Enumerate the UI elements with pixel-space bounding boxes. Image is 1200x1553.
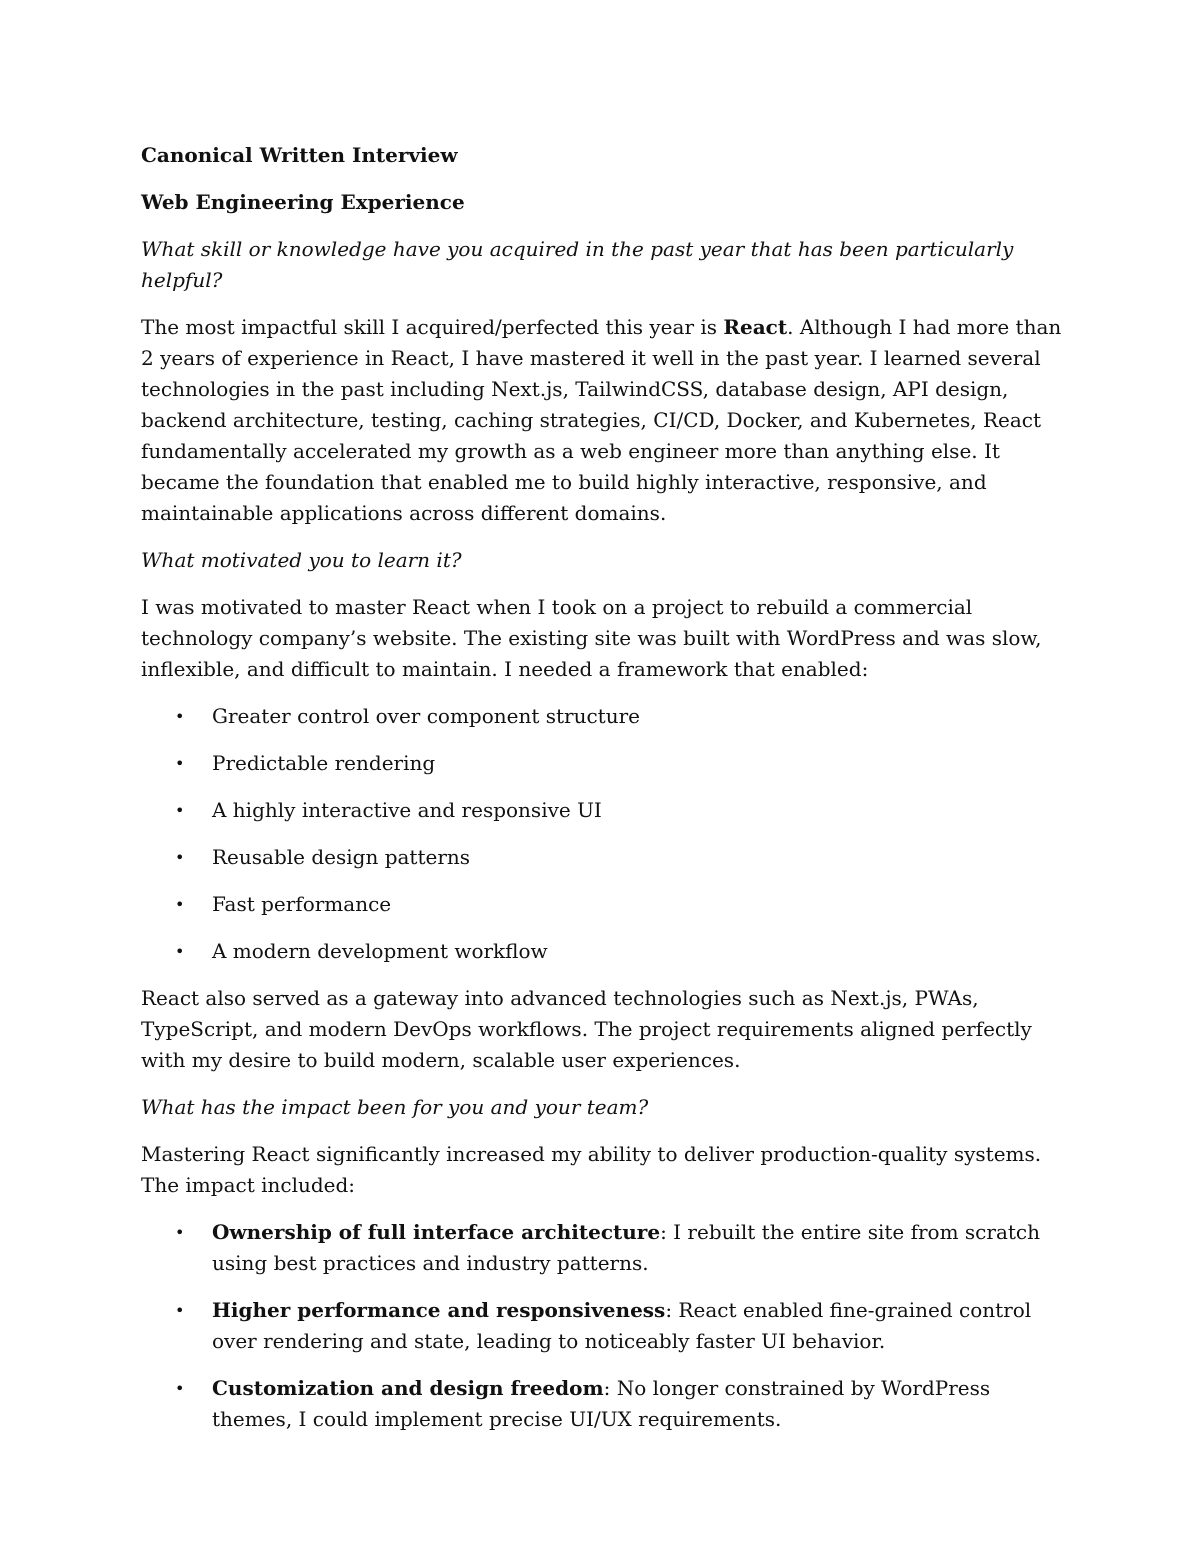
- list-item: [141, 795, 1066, 826]
- bullet-icon: •: [175, 707, 185, 726]
- list-item: [141, 842, 1066, 873]
- answer-2-closing: React also served as a gateway into advanced technologies such as Next.js, PWAs, TypeScript, and modern DevOps workflows. The project requirements aligned perfectly with my desire to build modern, scalable user experiences.: [141, 986, 1032, 1072]
- answer-1-rest: . Although I had more than 2 years of experience in React, I have mastered it well in the past year. I learned several technologies in the past including Next.js, TailwindCSS, database design, API design, backend architecture, testing, caching strategies, CI/CD, Docker, and Kubernetes, React fundamentally accelerated my growth as a web engineer more than anything else. It became the foundation that enabled me to build highly interactive, responsive, and maintainable applications across different domains.: [141, 315, 1062, 525]
- impact-item-text: : I rebuilt the entire site from scratch using best practices and industry patterns.: [212, 1220, 1040, 1275]
- answer-1-keyword: React: [723, 315, 788, 339]
- impact-list: [141, 1217, 1066, 1435]
- answer-1: [141, 312, 1066, 529]
- document-title: Canonical Written Interview: [141, 143, 458, 167]
- list-item: [141, 1373, 1066, 1435]
- list-item-text: Reusable design patterns: [212, 845, 471, 869]
- bullet-icon: •: [175, 895, 185, 914]
- list-item: [141, 748, 1066, 779]
- list-item-text: Greater control over component structure: [212, 704, 640, 728]
- list-item-text: A highly interactive and responsive UI: [212, 798, 602, 822]
- answer-1-intro: The most impactful skill I acquired/perfected this year is: [141, 315, 724, 339]
- bullet-icon: •: [175, 1223, 185, 1242]
- impact-item-text: : React enabled fine-grained control over rendering and state, leading to noticeably faster UI behavior.: [212, 1298, 1032, 1353]
- bullet-icon: •: [175, 848, 185, 867]
- answer-3: Mastering React significantly increased my ability to deliver production-quality systems. The impact included:: [141, 1142, 1042, 1197]
- list-item-text: A modern development workflow: [212, 939, 548, 963]
- list-item-text: Predictable rendering: [212, 751, 436, 775]
- list-item-text: Fast performance: [212, 892, 392, 916]
- impact-item-heading: Ownership of full interface architecture: [212, 1220, 661, 1244]
- question-2: What motivated you to learn it?: [141, 548, 462, 572]
- list-item: [141, 701, 1066, 732]
- list-item: [141, 1295, 1066, 1357]
- bullet-icon: •: [175, 1379, 185, 1398]
- bullet-icon: •: [175, 1301, 185, 1320]
- question-3: What has the impact been for you and your team?: [141, 1095, 649, 1119]
- list-item: [141, 936, 1066, 967]
- list-item: [141, 889, 1066, 920]
- impact-item-text: : No longer constrained by WordPress themes, I could implement precise UI/UX requirements.: [212, 1376, 991, 1431]
- answer-2: I was motivated to master React when I took on a project to rebuild a commercial technology company’s website. The existing site was built with WordPress and was slow, inflexible, and difficult to maintain. I needed a framework that enabled:: [141, 595, 1042, 681]
- question-1: What skill or knowledge have you acquired in the past year that has been particularly helpful?: [141, 237, 1014, 292]
- bullet-icon: •: [175, 801, 185, 820]
- list-item: [141, 1217, 1066, 1279]
- impact-item-heading: Customization and design freedom: [212, 1376, 604, 1400]
- section-heading: Web Engineering Experience: [141, 190, 465, 214]
- bullet-icon: •: [175, 942, 185, 961]
- impact-item-heading: Higher performance and responsiveness: [212, 1298, 666, 1322]
- motivation-list: [141, 701, 1066, 967]
- document-body: [141, 140, 1066, 1451]
- bullet-icon: •: [175, 754, 185, 773]
